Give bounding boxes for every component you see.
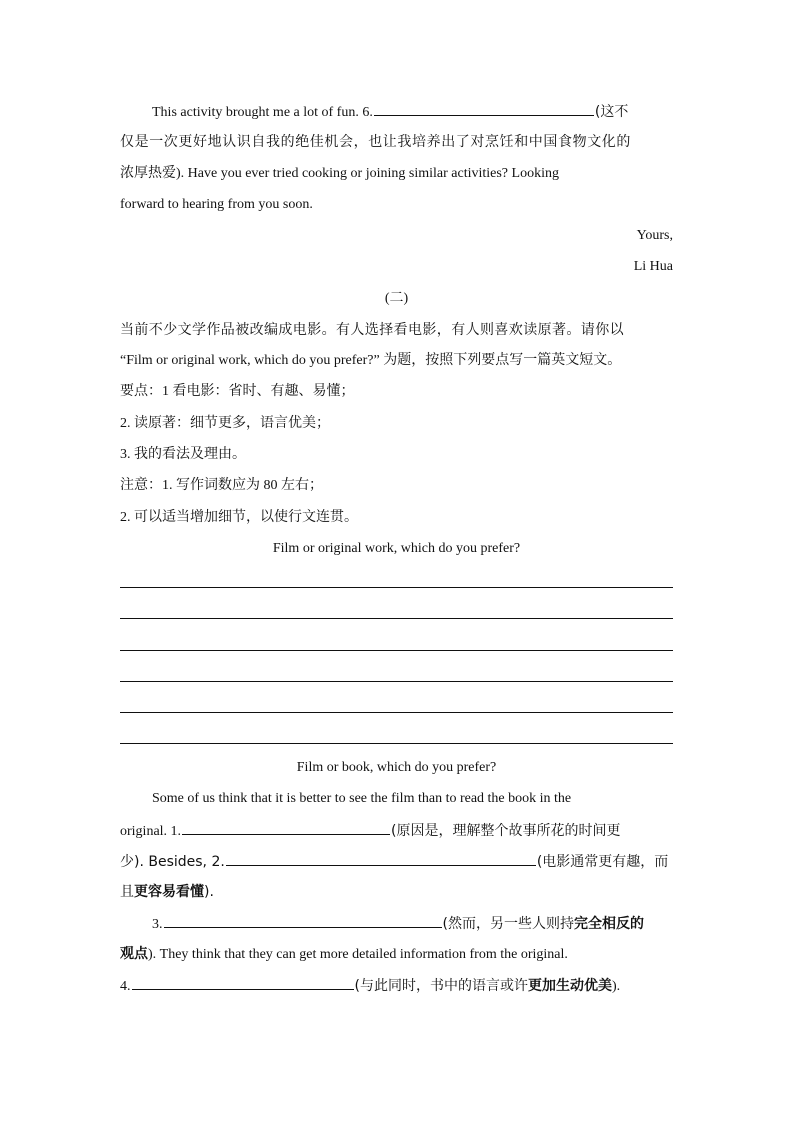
writing-line[interactable] bbox=[120, 712, 673, 713]
note-line: 2. 可以适当增加细节，以使行文连贯。 bbox=[120, 510, 358, 525]
answer-blank-3[interactable] bbox=[164, 913, 442, 928]
answer-blank-6[interactable] bbox=[374, 101, 594, 116]
text: (然而，另一些人则持 bbox=[442, 916, 574, 932]
text: original. 1. bbox=[120, 824, 182, 839]
answer-blank-2[interactable] bbox=[226, 851, 536, 866]
point-line: 要点：1 看电影：省时、有趣、易懂； bbox=[120, 384, 355, 399]
paragraph-line bbox=[120, 882, 673, 902]
writing-line[interactable] bbox=[120, 650, 673, 651]
bold-text: 完全相反的 bbox=[573, 916, 644, 932]
answer-blank-4[interactable] bbox=[132, 975, 354, 990]
text: ). bbox=[204, 884, 214, 900]
bold-text: 观点 bbox=[120, 946, 148, 962]
text: ). They think that they can get more detailed information from the original. bbox=[148, 947, 568, 962]
writing-line[interactable] bbox=[120, 681, 673, 682]
text: ). bbox=[611, 979, 621, 994]
bold-text: 更加生动优美 bbox=[527, 978, 612, 994]
answer-blank-1[interactable] bbox=[182, 820, 390, 835]
paragraph-line bbox=[120, 101, 673, 123]
writing-line[interactable] bbox=[120, 587, 673, 588]
paragraph-line: forward to hearing from you soon. bbox=[120, 197, 313, 212]
paragraph-line: 浓厚热爱). Have you ever tried cooking or joining similar activities? Looking bbox=[120, 166, 559, 181]
instruction-line: “Film or original work, which do you prefer?” 为题，按照下列要点写一篇英文短文。 bbox=[120, 353, 622, 368]
instruction-line: 当前不少文学作品被改编成电影。有人选择看电影，有人则喜欢读原著。请你以 bbox=[120, 322, 624, 338]
paragraph-line bbox=[120, 975, 673, 997]
text: (与此同时，书中的语言或许 bbox=[354, 978, 528, 994]
text: 4. bbox=[120, 979, 131, 994]
point-line: 3. 我的看法及理由。 bbox=[120, 447, 246, 462]
essay-title: Film or original work, which do you prefer? bbox=[272, 541, 521, 556]
paragraph-line: Some of us think that it is better to see the film than to read the book in the bbox=[152, 791, 572, 806]
paragraph-line: 仅是一次更好地认识自我的绝佳机会，也让我培养出了对烹饪和中国食物文化的 bbox=[120, 134, 631, 150]
text: 且 bbox=[120, 884, 134, 900]
paragraph-line bbox=[120, 851, 673, 873]
text: (原因是，理解整个故事所花的时间更 bbox=[391, 823, 621, 839]
section-heading: (二) bbox=[384, 291, 409, 306]
text: (这不 bbox=[594, 104, 629, 120]
point-line: 2. 读原著：细节更多，语言优美； bbox=[120, 416, 330, 431]
paragraph-line bbox=[120, 820, 673, 842]
sample-title: Film or book, which do you prefer? bbox=[296, 760, 497, 775]
paragraph-line bbox=[120, 913, 673, 935]
letter-signature: Li Hua bbox=[633, 259, 673, 274]
text: 少). Besides, 2. bbox=[120, 854, 225, 870]
writing-line[interactable] bbox=[120, 743, 673, 744]
text: (电影通常更有趣，而 bbox=[536, 854, 669, 870]
writing-line[interactable] bbox=[120, 618, 673, 619]
note-line: 注意：1. 写作词数应为 80 左右； bbox=[120, 478, 323, 493]
text: This activity brought me a lot of fun. 6. bbox=[152, 105, 373, 120]
text: 3. bbox=[152, 917, 163, 932]
paragraph-line bbox=[120, 944, 673, 965]
bold-text: 更容易看懂 bbox=[134, 884, 204, 900]
letter-closing: Yours, bbox=[636, 228, 673, 243]
